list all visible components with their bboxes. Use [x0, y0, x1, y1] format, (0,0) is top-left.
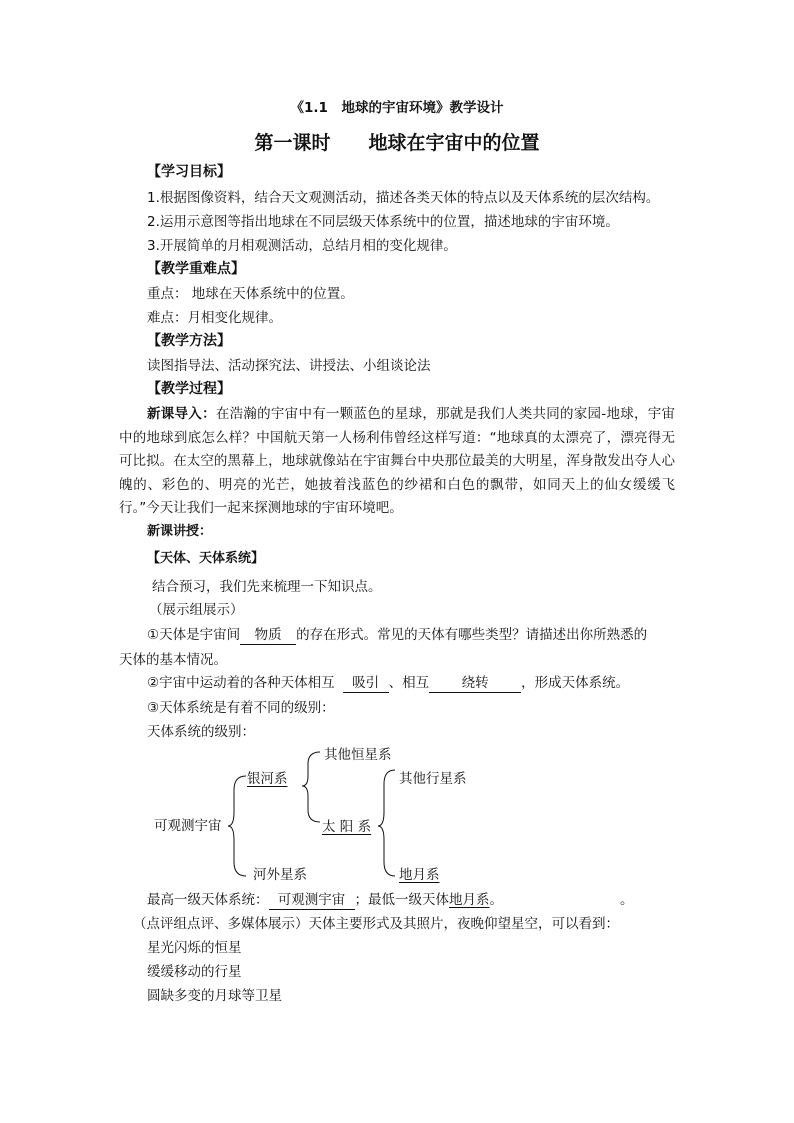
node-milky-way: 银河系	[247, 771, 288, 787]
document-subtitle: 《1.1 地球的宇宙环境》教学设计	[290, 100, 504, 116]
question-3: ③天体系统是有着不同的级别：	[147, 700, 335, 716]
q2-blank-answer-1: 吸引	[343, 674, 389, 693]
q1-prefix: ①天体是宇宙间	[147, 627, 241, 643]
list-item: 星光闪烁的恒星	[147, 940, 242, 956]
bracket-solar	[378, 770, 395, 876]
intro-label: 新课导入：	[147, 406, 216, 422]
key-point: 重点： 地球在天体系统中的位置。	[147, 286, 354, 302]
q1-blank-answer: 物质	[240, 626, 296, 645]
methods-text: 读图指导法、活动探究法、讲授法、小组谈论法	[147, 358, 431, 374]
highest-blank-answer: 可观测宇宙	[269, 891, 355, 910]
objective-item-3: 3.开展简单的月相观测活动，总结月相的变化规律。	[147, 238, 457, 254]
list-item: 缓缓移动的行星	[147, 964, 242, 980]
q1-suffix: 的存在形式。常见的天体有哪些类型？请描述出你所熟悉的	[296, 627, 648, 643]
bracket-root	[228, 776, 246, 876]
lowest-value: 地月系	[449, 892, 490, 908]
lowest-suffix: 。	[489, 892, 503, 908]
show-line: （展示组展示）	[149, 602, 244, 618]
methods-heading: 【教学方法】	[147, 333, 231, 349]
objective-item-2: 2.运用示意图等指出地球在不同层级天体系统中的位置，描述地球的宇宙环境。	[147, 214, 619, 230]
node-other-star-systems: 其他恒星系	[324, 747, 392, 763]
q2-middle: 、相互	[388, 675, 430, 691]
list-item: 圆缺多变的月球等卫星	[147, 988, 282, 1004]
process-heading: 【教学过程】	[147, 381, 231, 397]
node-extragalactic: 河外星系	[253, 867, 307, 883]
document-title: 第一课时 地球在宇宙中的位置	[254, 132, 540, 154]
lowest-label: ；最低一级天体	[354, 892, 449, 908]
difficult-point: 难点：月相变化规律。	[147, 310, 282, 326]
node-solar-system: 太 阳 系	[322, 819, 372, 835]
q2-prefix: ②宇宙中运动着的各种天体相互	[147, 675, 335, 691]
objectives-heading: 【学习目标】	[147, 164, 231, 180]
topic-heading: 【天体、天体系统】	[147, 551, 265, 566]
node-other-planetary-systems: 其他行星系	[399, 771, 467, 787]
lecture-label: 新课讲授：	[147, 524, 213, 539]
levels-label: 天体系统的级别：	[147, 724, 255, 740]
review-line: 结合预习，我们先来梳理一下知识点。	[152, 579, 382, 595]
review-media-line: （点评组点评、多媒体展示）天体主要形式及其照片，夜晚仰望星空，可以看到：	[133, 916, 619, 932]
objective-item-1: 1.根据图像资料，结合天文观测活动，描述各类天体的特点以及天体系统的层次结构。	[147, 190, 660, 206]
summary-trailing-mark: 。	[620, 892, 634, 908]
intro-text: 在浩瀚的宇宙中有一颗蓝色的星球，那就是我们人类共同的家园-地球，宇宙中的地球到底怎么样？中国航天第一人杨利伟曾经这样写道：“地球真的太漂亮了，漂亮得无可比拟。在太空的黑幕上，地球就像站在宇宙舞台中央那位最美的大明星，浑身散发出夺人心魄的、彩色的、明亮的光芒，她披着浅蓝色的纱裙和白色的飘带，如同天上的仙女缓缓飞行。”今天让我们一起来探测地球的宇宙环境吧。	[119, 406, 676, 516]
bracket-galaxy	[302, 752, 320, 822]
summary-line	[147, 890, 503, 910]
q2-suffix: ，形成天体系统。	[521, 675, 630, 691]
q2-blank-answer-2: 绕转	[429, 674, 521, 693]
key-points-heading: 【教学重难点】	[147, 261, 245, 277]
highest-label: 最高一级天体系统：	[147, 892, 269, 908]
question-1-continued: 天体的基本情况。	[119, 652, 227, 668]
node-earth-moon: 地月系	[399, 867, 440, 883]
node-observable-universe: 可观测宇宙	[154, 818, 222, 834]
